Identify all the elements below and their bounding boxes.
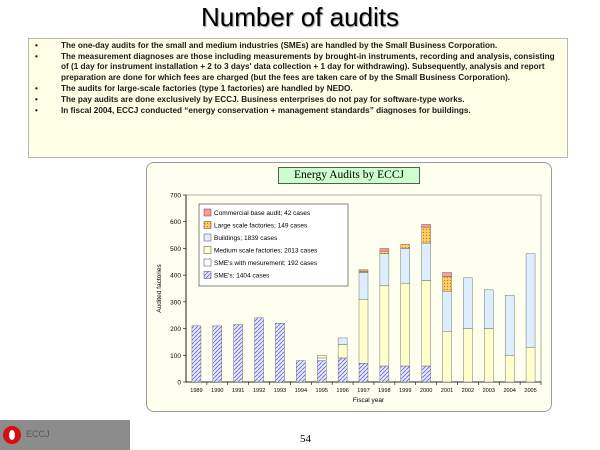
bullet-text: The pay audits are done exclusively by ECCJ. Business enterprises do not pay for software-type works. <box>61 95 465 105</box>
bar-segment <box>317 355 326 358</box>
logo-icon <box>3 426 21 444</box>
bar-segment <box>213 326 222 382</box>
bullet-box <box>28 38 568 158</box>
bullet-text: The measurement diagnoses are those including measurements by brought-in instruments, recording and analysis, consisting of (1 day for instrument installation + 2 to 3 days' data collection + 1 day for withdrawing). Subsequently, analysis and report preparation are done for which fees are charged (but the fees are taken care of by the Small Business Corporation). <box>61 52 555 82</box>
x-tick-label: 1997 <box>357 388 370 394</box>
x-tick-label: 1998 <box>378 388 391 394</box>
bullet-dot-icon: • <box>35 95 38 105</box>
bar-segment <box>401 244 410 248</box>
x-tick-label: 1989 <box>190 388 203 394</box>
y-tick-label: 600 <box>170 219 181 227</box>
bar-segment <box>443 331 452 382</box>
bar-segment <box>422 224 431 227</box>
bar-segment <box>234 325 243 382</box>
bar-segment <box>484 329 493 382</box>
logo-text: ECCJ <box>26 429 50 439</box>
legend-label: Commercial base audit; 42 cases <box>214 210 311 218</box>
y-axis-label: Audited factories <box>156 264 163 313</box>
bar-segment <box>380 248 389 251</box>
bullet-item <box>33 52 561 83</box>
bar-segment <box>317 361 326 382</box>
bullet-item <box>33 84 561 94</box>
legend-swatch <box>204 234 211 241</box>
bar-segment <box>296 361 305 382</box>
bar-segment <box>463 329 472 382</box>
bar-segment <box>484 290 493 329</box>
bar-segment <box>359 363 368 382</box>
bullet-text: In fiscal 2004, ECCJ conducted “energy conservation + management standards” diagnoses for buildings. <box>61 106 471 116</box>
bar-segment <box>338 345 347 358</box>
y-tick-label: 100 <box>170 352 181 360</box>
bar-segment <box>463 278 472 329</box>
bar-segment <box>380 251 389 254</box>
x-tick-label: 2000 <box>419 388 433 394</box>
y-tick-label: 300 <box>170 299 181 307</box>
bar-segment <box>401 366 410 382</box>
y-tick-label: 500 <box>170 245 181 253</box>
bar-segment <box>422 227 431 243</box>
bar-segment <box>338 358 347 382</box>
legend-label: Large scale factories; 149 cases <box>214 222 308 230</box>
x-tick-label: 1990 <box>211 388 224 394</box>
x-tick-label: 2002 <box>461 388 475 394</box>
bullet-text: The audits for large-scale factories (type 1 factories) are handled by NEDO. <box>61 83 353 93</box>
y-tick-label: 400 <box>170 272 181 280</box>
bar-segment <box>401 283 410 366</box>
bar-segment <box>359 270 368 271</box>
x-tick-label: 1995 <box>315 388 328 394</box>
bar-segment <box>338 338 347 345</box>
bar-segment <box>422 243 431 280</box>
legend-label: SME's; 1404 cases <box>214 272 270 280</box>
x-tick-label: 1993 <box>273 388 287 394</box>
x-tick-label: 2004 <box>503 388 516 394</box>
legend-swatch <box>204 259 211 266</box>
bullet-item <box>33 41 561 51</box>
x-axis-label: Fiscal year <box>352 397 385 404</box>
bullet-list <box>33 41 561 116</box>
bullet-dot-icon: • <box>35 41 38 50</box>
legend-swatch <box>204 209 211 216</box>
legend-swatch <box>204 222 211 229</box>
y-tick-label: 0 <box>177 379 181 387</box>
bullet-dot-icon: • <box>35 52 38 62</box>
bar-segment <box>255 318 264 382</box>
bullet-item <box>33 106 561 116</box>
x-tick-label: 2001 <box>440 388 454 394</box>
bar-segment <box>359 299 368 363</box>
legend-label: Buildings; 1839 cases <box>214 235 278 243</box>
y-tick-label: 200 <box>170 326 181 334</box>
bar-segment <box>443 276 452 291</box>
bar-segment <box>192 326 201 382</box>
bar-segment <box>505 295 514 355</box>
bar-segment <box>380 286 389 366</box>
bar-segment <box>422 280 431 365</box>
legend-swatch <box>204 272 211 279</box>
bullet-dot-icon: • <box>35 83 38 93</box>
bullet-text: The one-day audits for the small and medium industries (SMEs) are handled by the Small Business Corporation. <box>61 41 498 50</box>
legend-swatch <box>204 247 211 254</box>
bar-segment <box>401 248 410 283</box>
x-tick-label: 2003 <box>482 388 496 394</box>
bar-segment <box>380 254 389 286</box>
bar-segment <box>443 272 452 276</box>
bar-segment <box>443 291 452 331</box>
bar-segment <box>275 323 284 382</box>
bar-segment <box>422 366 431 382</box>
bar-segment <box>359 272 368 299</box>
x-tick-label: 2005 <box>524 388 537 394</box>
legend-label: Medium scale factories; 2013 cases <box>214 247 318 255</box>
bar-segment <box>505 355 514 382</box>
x-tick-label: 1991 <box>231 388 245 394</box>
bar-segment <box>526 254 535 348</box>
bullet-item <box>33 95 561 105</box>
bar-segment <box>317 358 326 361</box>
x-tick-label: 1994 <box>294 388 308 394</box>
page-number: 54 <box>300 433 311 445</box>
bar-segment <box>380 366 389 382</box>
legend-label: SME's with mesurement; 192 cases <box>214 260 318 268</box>
x-tick-label: 1999 <box>399 388 412 394</box>
bullet-dot-icon: • <box>35 106 38 116</box>
logo <box>0 420 130 450</box>
x-tick-label: 1992 <box>252 388 266 394</box>
bar-segment <box>526 347 535 382</box>
y-tick-label: 700 <box>170 192 181 200</box>
bar-segment <box>359 271 368 272</box>
slide-title: Number of audits <box>201 2 399 32</box>
x-tick-label: 1996 <box>336 388 349 394</box>
chart-plot <box>146 162 552 412</box>
chart-title: Energy Audits by ECCJ <box>278 167 420 184</box>
